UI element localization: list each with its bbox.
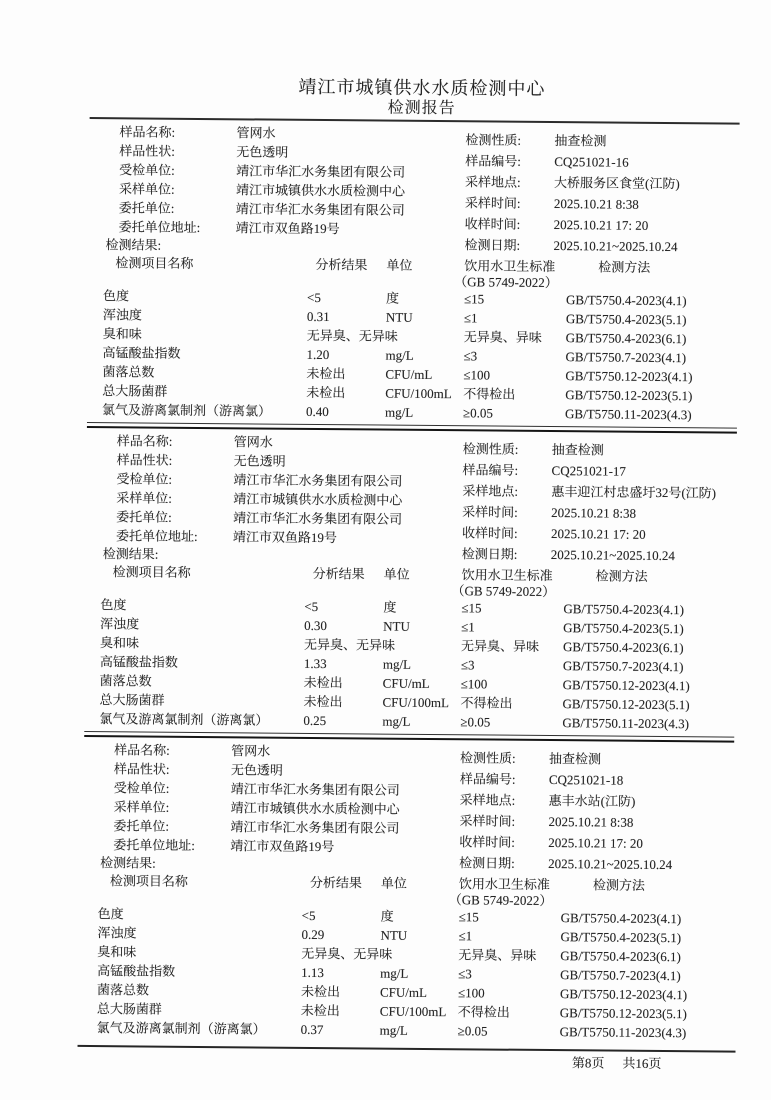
info-label: 受检单位: [113, 780, 170, 796]
info-value: 2025.10.21 17: 20 [548, 835, 644, 851]
cell-result: 0.31 [306, 308, 330, 325]
info-label: 样品名称: [114, 742, 170, 758]
cell-result: 未检出 [303, 674, 343, 691]
info-value: 靖江市华汇水务集团有限公司 [233, 472, 403, 489]
cell-method: GB/T5750.11-2023(4.3) [562, 715, 690, 732]
cell-standard: ≤100 [457, 985, 485, 1001]
info-label: 委托单位: [113, 818, 170, 834]
cell-unit: CFU/mL [379, 984, 428, 1000]
col-header-item: 检测项目名称 [112, 564, 191, 580]
cell-unit: CFU/100mL [382, 694, 450, 711]
info-row [462, 543, 736, 566]
standard-line2: （GB 5749-2022） [454, 274, 558, 291]
standard-line1: 饮用水卫生标准 [458, 876, 551, 893]
sample-info [88, 122, 739, 259]
cell-item: 色度 [100, 597, 127, 613]
cell-method: GB/T5750.12-2023(5.1) [565, 387, 693, 404]
cell-standard: ≤100 [463, 367, 491, 383]
info-value: 2025.10.21 8:38 [551, 505, 637, 521]
cell-method: GB/T5750.7-2023(4.1) [560, 967, 681, 984]
cell-standard: ≥0.05 [463, 405, 494, 421]
info-value: 靖江市双鱼路19号 [230, 838, 335, 855]
info-value: 2025.10.21~2025.10.24 [548, 856, 673, 873]
cell-unit: 度 [385, 290, 400, 306]
results-table [82, 871, 733, 1043]
report-section-3 [82, 740, 735, 1043]
cell-method: GB/T5750.4-2023(6.1) [560, 948, 682, 965]
cell-result: 未检出 [303, 693, 343, 710]
col-header-standard [451, 565, 563, 600]
cell-unit: NTU [383, 618, 410, 634]
total-pages: 共16页 [622, 1055, 662, 1072]
info-label: 采样地点: [462, 483, 519, 499]
info-row [463, 438, 737, 461]
info-label: 受检单位: [119, 162, 175, 178]
info-row [462, 501, 736, 524]
info-value: 靖江市华汇水务集团有限公司 [230, 819, 400, 836]
info-label: 检测日期: [464, 237, 521, 253]
cell-unit: CFU/mL [385, 366, 433, 382]
info-row [460, 747, 734, 770]
cell-standard: ≤1 [458, 928, 473, 944]
cell-method: GB/T5750.12-2023(4.1) [565, 368, 693, 385]
info-value: CQ251021-18 [548, 772, 624, 788]
col-header-result: 分析结果 [312, 565, 365, 582]
info-row [465, 150, 739, 173]
cell-method: GB/T5750.4-2023(6.1) [562, 639, 684, 656]
info-value: 2025.10.21~2025.10.24 [553, 238, 678, 255]
cell-standard: ≤3 [460, 657, 475, 673]
cell-result: 未检出 [300, 983, 341, 1000]
cell-method: GB/T5750.4-2023(4.1) [565, 292, 687, 309]
cell-standard: ≤1 [463, 310, 478, 326]
cell-unit: mg/L [382, 656, 412, 672]
cell-result: 0.25 [303, 712, 327, 729]
cell-standard: ≥0.05 [457, 1023, 488, 1039]
col-header-method: 检测方法 [598, 259, 651, 275]
info-value: 靖江市双鱼路19号 [232, 529, 338, 546]
info-row [462, 522, 736, 545]
cell-unit: mg/L [385, 347, 414, 363]
info-row [462, 459, 736, 482]
info-value: 靖江市城镇供水水质检测中心 [235, 182, 406, 199]
info-value: 管网水 [233, 434, 273, 450]
info-value: 靖江市城镇供水水质检测中心 [230, 800, 400, 817]
cell-item: 高锰酸盐指数 [97, 963, 176, 979]
col-header-item: 检测项目名称 [109, 873, 189, 889]
cell-result: 0.29 [301, 926, 325, 943]
info-value: 2025.10.21 8:38 [553, 196, 639, 212]
cell-item: 氯气及游离氯制剂（游离氯） [99, 711, 269, 728]
info-label: 采样单位: [116, 490, 173, 506]
results-label: 检测结果: [102, 546, 159, 562]
cell-method: GB/T5750.4-2023(5.1) [563, 620, 684, 637]
report-content [81, 75, 740, 1073]
cell-item: 色度 [97, 906, 124, 922]
cell-standard: 无异臭、异味 [460, 638, 540, 654]
standard-line1: 饮用水卫生标准 [464, 258, 556, 275]
info-label: 样品性状: [116, 452, 173, 468]
info-value: 抽查检测 [554, 133, 607, 149]
col-header-unit: 单位 [383, 566, 410, 582]
sample-info [83, 740, 734, 877]
cell-item: 菌落总数 [99, 673, 152, 689]
info-row [459, 810, 733, 833]
info-label: 采样单位: [113, 799, 170, 815]
cell-result: 0.40 [306, 403, 329, 420]
cell-item: 氯气及游离氯制剂（游离氯） [102, 402, 272, 419]
cell-item: 菌落总数 [96, 982, 150, 998]
cell-method: GB/T5750.11-2023(4.3) [559, 1024, 687, 1041]
report-header [90, 75, 740, 122]
cell-item: 臭和味 [102, 326, 142, 342]
cell-item: 臭和味 [97, 944, 137, 960]
cell-result: 0.30 [304, 617, 328, 634]
cell-standard: ≤15 [461, 600, 482, 616]
info-value: CQ251021-16 [554, 154, 629, 170]
results-label: 检测结果: [105, 237, 162, 253]
info-value: 抽查检测 [548, 751, 602, 767]
info-label: 检测日期: [461, 546, 518, 562]
cell-result: 1.13 [301, 964, 324, 981]
sample-info-left [83, 740, 460, 874]
info-value: 惠丰水站(江防) [548, 793, 636, 809]
standard-line1: 饮用水卫生标准 [461, 567, 553, 584]
org-title: 靖江市城镇供水水质检测中心 [298, 76, 546, 99]
sample-info [86, 431, 737, 568]
info-label: 采样时间: [459, 813, 516, 829]
results-table [87, 253, 738, 425]
col-header-standard [448, 874, 561, 909]
info-row [460, 789, 734, 812]
cell-unit: mg/L [379, 1022, 408, 1038]
cell-unit [380, 945, 458, 965]
cell-result: 未检出 [306, 365, 346, 382]
info-value: 无色透明 [233, 453, 286, 469]
info-value: CQ251021-17 [551, 463, 627, 479]
cell-method: GB/T5750.4-2023(4.1) [563, 601, 685, 618]
cell-result: <5 [304, 598, 319, 615]
cell-unit: CFU/mL [382, 675, 430, 691]
report-title: 检测报告 [387, 99, 456, 118]
sample-info-right [459, 743, 734, 876]
cell-item: 高锰酸盐指数 [102, 345, 181, 361]
info-value: 靖江市华汇水务集团有限公司 [230, 781, 400, 798]
info-row [465, 171, 739, 194]
info-row [464, 234, 738, 257]
info-value: 靖江市华汇水务集团有限公司 [235, 201, 405, 218]
info-row [459, 852, 733, 875]
info-label: 采样地点: [465, 174, 521, 190]
sample-info-left [86, 431, 463, 565]
cell-item: 色度 [103, 288, 130, 304]
info-label: 收样时间: [461, 525, 518, 541]
col-header-method: 检测方法 [592, 877, 646, 893]
report-section-2 [84, 431, 737, 734]
cell-method: GB/T5750.7-2023(4.1) [565, 349, 687, 366]
info-row [465, 192, 739, 215]
info-label: 委托单位: [116, 509, 172, 525]
info-label: 样品名称: [116, 433, 173, 449]
cell-standard: ≤3 [463, 348, 478, 364]
info-value: 2025.10.21~2025.10.24 [550, 547, 675, 564]
cell-unit [386, 327, 464, 347]
cell-standard: ≤15 [463, 291, 485, 307]
info-value: 2025.10.21 17: 20 [550, 526, 646, 542]
standard-line2: （GB 5749-2022） [448, 892, 553, 909]
cell-item: 氯气及游离氯制剂（游离氯） [96, 1020, 266, 1037]
cell-result: 无异臭、无异味 [306, 327, 398, 344]
cell-item: 高锰酸盐指数 [99, 654, 178, 670]
col-header-method: 检测方法 [595, 568, 648, 584]
info-label: 采样时间: [464, 195, 521, 211]
info-label: 委托单位地址: [115, 528, 198, 544]
sample-info-right [464, 125, 739, 258]
info-label: 样品性状: [119, 143, 176, 159]
info-label: 采样地点: [459, 792, 516, 808]
cell-result: 1.20 [306, 346, 330, 363]
cell-method: GB/T5750.12-2023(5.1) [562, 696, 690, 713]
info-label: 样品编号: [462, 462, 519, 478]
info-value: 抽查检测 [551, 442, 604, 458]
info-row [465, 213, 739, 236]
info-value: 惠丰迎江村忠盛圩32号(江防) [551, 484, 717, 501]
cell-unit: mg/L [380, 965, 409, 981]
cell-standard: 无异臭、异味 [458, 947, 537, 963]
cell-method: GB/T5750.4-2023(5.1) [565, 311, 687, 328]
sample-info-left [88, 122, 465, 256]
col-header-standard [454, 256, 566, 291]
cell-method: GB/T5750.7-2023(4.1) [562, 658, 684, 675]
info-label: 样品名称: [119, 124, 176, 140]
info-label: 检测性质: [465, 132, 522, 148]
cell-item: 浑浊度 [97, 925, 137, 941]
cell-standard: 无异臭、异味 [463, 329, 542, 345]
cell-item: 浑浊度 [102, 307, 142, 323]
info-label: 委托单位地址: [113, 837, 195, 853]
cell-result: 1.33 [303, 655, 327, 672]
cell-item: 总大肠菌群 [96, 1001, 162, 1017]
info-label: 委托单位地址: [118, 219, 201, 235]
info-row [459, 831, 733, 854]
info-label: 检测性质: [462, 441, 519, 457]
cell-method: GB/T5750.12-2023(4.1) [562, 677, 690, 694]
info-value: 无色透明 [236, 144, 289, 160]
cell-method: GB/T5750.12-2023(5.1) [559, 1005, 688, 1022]
cell-item: 臭和味 [99, 635, 140, 651]
cell-standard: ≤1 [461, 619, 475, 635]
cell-result: <5 [301, 907, 316, 923]
cell-method: GB/T5750.12-2023(4.1) [559, 986, 688, 1003]
info-label: 收样时间: [464, 216, 521, 232]
cell-unit: 度 [383, 599, 397, 615]
cell-unit: mg/L [382, 713, 411, 729]
cell-item: 总大肠菌群 [102, 383, 168, 399]
info-value: 无色透明 [230, 762, 284, 778]
cell-standard: ≥0.05 [460, 714, 491, 730]
info-value: 靖江市华汇水务集团有限公司 [236, 163, 406, 180]
cell-unit: CFU/100mL [379, 1003, 447, 1020]
col-header-unit: 单位 [386, 257, 413, 273]
info-label: 样品性状: [113, 761, 170, 777]
info-label: 检测性质: [459, 750, 516, 766]
cell-unit [383, 636, 461, 656]
info-label: 采样单位: [118, 181, 175, 197]
cell-result: 无异臭、无异味 [301, 945, 393, 962]
cell-standard: 不得检出 [460, 695, 513, 711]
info-label: 检测日期: [459, 855, 515, 871]
cell-unit: mg/L [385, 404, 414, 420]
col-header-result: 分析结果 [309, 874, 363, 891]
cell-result: <5 [307, 289, 321, 306]
cell-standard: 不得检出 [463, 386, 516, 402]
info-label: 委托单位: [118, 200, 175, 216]
info-value: 靖江市华汇水务集团有限公司 [233, 510, 403, 527]
results-table [84, 562, 735, 734]
cell-unit: 度 [380, 908, 394, 924]
cell-item: 菌落总数 [102, 364, 155, 380]
standard-line2: （GB 5749-2022） [451, 583, 556, 600]
cell-standard: 不得检出 [457, 1004, 510, 1020]
cell-standard: ≤3 [458, 966, 472, 982]
info-value: 管网水 [231, 743, 271, 759]
results-label: 检测结果: [100, 855, 156, 871]
info-row [462, 480, 736, 503]
cell-standard: ≤100 [460, 676, 488, 692]
page-number: 第8页 [571, 1055, 605, 1071]
info-label: 样品编号: [465, 153, 521, 169]
col-header-result: 分析结果 [315, 256, 368, 273]
info-value: 2025.10.21 8:38 [548, 814, 634, 830]
info-value: 2025.10.21 17: 20 [553, 217, 649, 233]
report-section-1 [87, 122, 740, 425]
page-footer [81, 1051, 731, 1073]
cell-standard: ≤15 [458, 909, 479, 925]
cell-method: GB/T5750.4-2023(6.1) [565, 330, 687, 347]
cell-method: GB/T5750.4-2023(5.1) [560, 929, 682, 946]
col-header-item: 检测项目名称 [115, 255, 194, 271]
cell-item: 浑浊度 [100, 616, 140, 632]
cell-result: 未检出 [300, 1002, 340, 1019]
sample-info-right [462, 434, 737, 567]
info-row [460, 768, 734, 791]
info-label: 收样时间: [459, 834, 516, 850]
cell-item: 总大肠菌群 [99, 692, 165, 708]
cell-unit: CFU/100mL [385, 385, 452, 402]
info-value: 管网水 [236, 125, 276, 141]
info-row [465, 129, 739, 152]
cell-unit: NTU [385, 309, 413, 325]
cell-method: GB/T5750.11-2023(4.3) [564, 406, 692, 423]
info-label: 样品编号: [459, 771, 516, 787]
cell-result: 无异臭、无异味 [303, 636, 396, 653]
info-value: 靖江市双鱼路19号 [235, 220, 340, 237]
info-label: 受检单位: [116, 471, 173, 487]
cell-result: 0.37 [300, 1021, 324, 1038]
info-value: 靖江市城镇供水水质检测中心 [233, 491, 403, 508]
info-value: 大桥服务区食堂(江防) [554, 175, 680, 192]
col-header-unit: 单位 [380, 875, 408, 891]
cell-unit: NTU [380, 927, 408, 943]
cell-method: GB/T5750.4-2023(4.1) [560, 910, 682, 927]
info-label: 采样时间: [462, 504, 518, 520]
cell-result: 未检出 [306, 384, 346, 401]
